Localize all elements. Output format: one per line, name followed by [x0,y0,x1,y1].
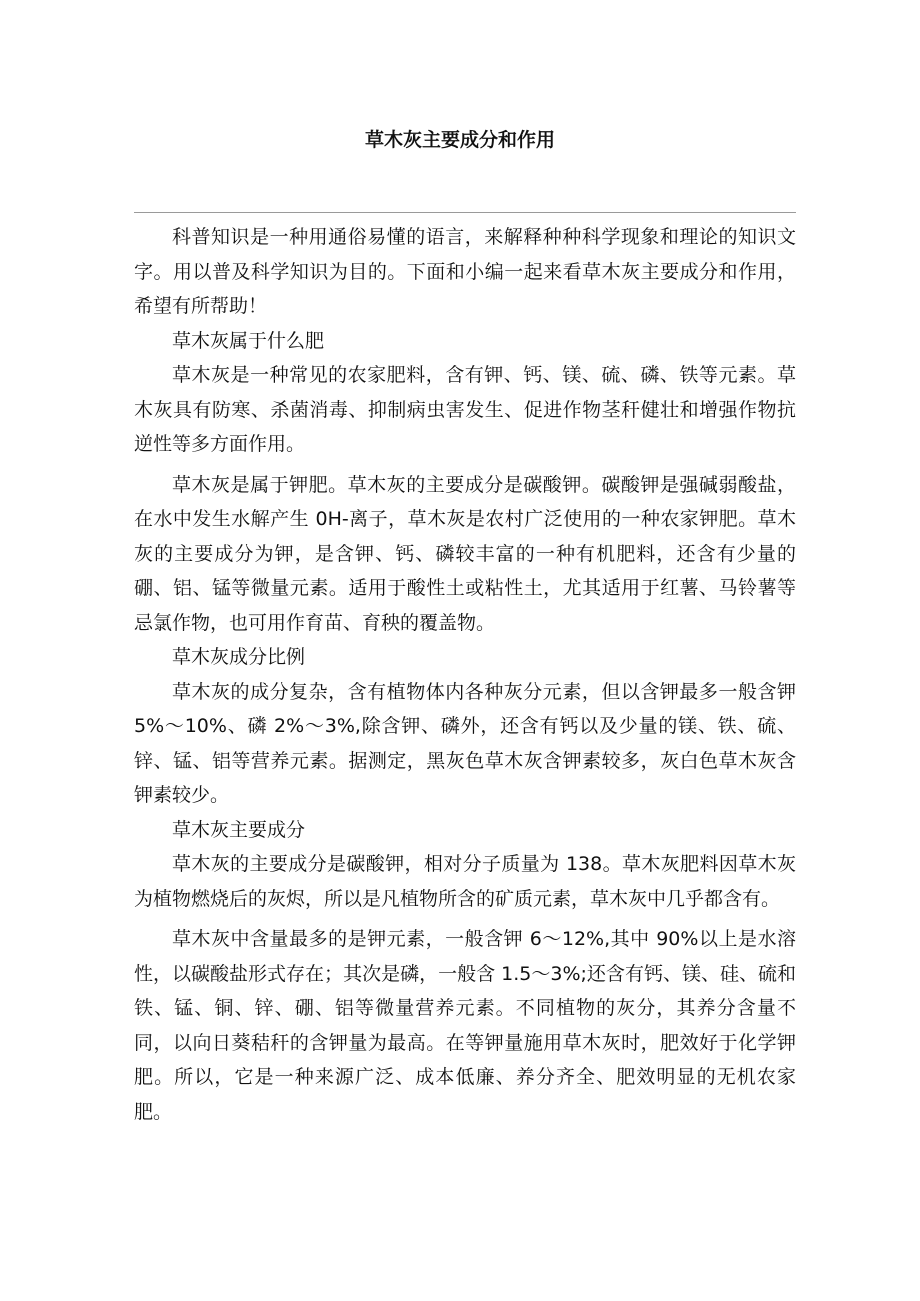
section-heading: 草木灰主要成分 [172,818,306,841]
intro-paragraph: 科普知识是一种用通俗易懂的语言，来解释种种科学现象和理论的知识文字。用以普及科学知识为目的。下面和小编一起来看草木灰主要成分和作用，希望有所帮助！ [134,226,796,317]
section-heading: 草木灰属于什么肥 [172,329,325,352]
body-paragraph: 草木灰的成分复杂，含有植物体内各种灰分元素，但以含钾最多一般含钾 5%～10%、磷 2%～3%,除含钾、磷外，还含有钙以及少量的镁、铁、硫、锌、锰、铝等营养元素。据测定，黑灰色草木灰含钾素较多，灰白色草木灰含钾素较少。 [134,680,796,806]
body-paragraph: 草木灰是一种常见的农家肥料，含有钾、钙、镁、硫、磷、铁等元素。草木灰具有防寒、杀菌消毒、抑制病虫害发生、促进作物茎秆健壮和增强作物抗逆性等多方面作用。 [134,364,796,455]
section-heading: 草木灰成分比例 [172,646,306,668]
body-paragraph: 草木灰是属于钾肥。草木灰的主要成分是碳酸钾。碳酸钾是强碱弱酸盐，在水中发生水解产生 0H-离子，草木灰是农村广泛使用的一种农家钾肥。草木灰的主要成分为钾，是含钾、钙、磷较丰富的一种有机肥料，还含有少量的硼、铝、锰等微量元素。适用于酸性土或粘性土，尤其适用于红薯、马铃薯等忌氯作物，也可用作育苗、育秧的覆盖物。 [134,473,796,634]
body-paragraph: 草木灰中含量最多的是钾元素，一般含钾 6～12%,其中 90%以上是水溶性，以碳酸盐形式存在；其次是磷，一般含 1.5～3%;还含有钙、镁、硅、硫和铁、锰、铜、锌、硼、铝等微量营养元素。不同植物的灰分，其养分含量不同，以向日葵秸秆的含钾量为最高。在等钾量施用草木灰时，肥效好于化学钾肥。所以，它是一种来源广泛、成本低廉、养分齐全、肥效明显的无机农家肥。 [134,928,796,1123]
document-title: 草木灰主要成分和作用 [364,129,555,151]
body-paragraph: 草木灰的主要成分是碳酸钾，相对分子质量为 138。草木灰肥料因草木灰为植物燃烧后的灰烬，所以是凡植物所含的矿质元素，草木灰中几乎都含有。 [134,853,796,910]
document-body [134,220,796,1129]
title-divider [134,212,796,213]
